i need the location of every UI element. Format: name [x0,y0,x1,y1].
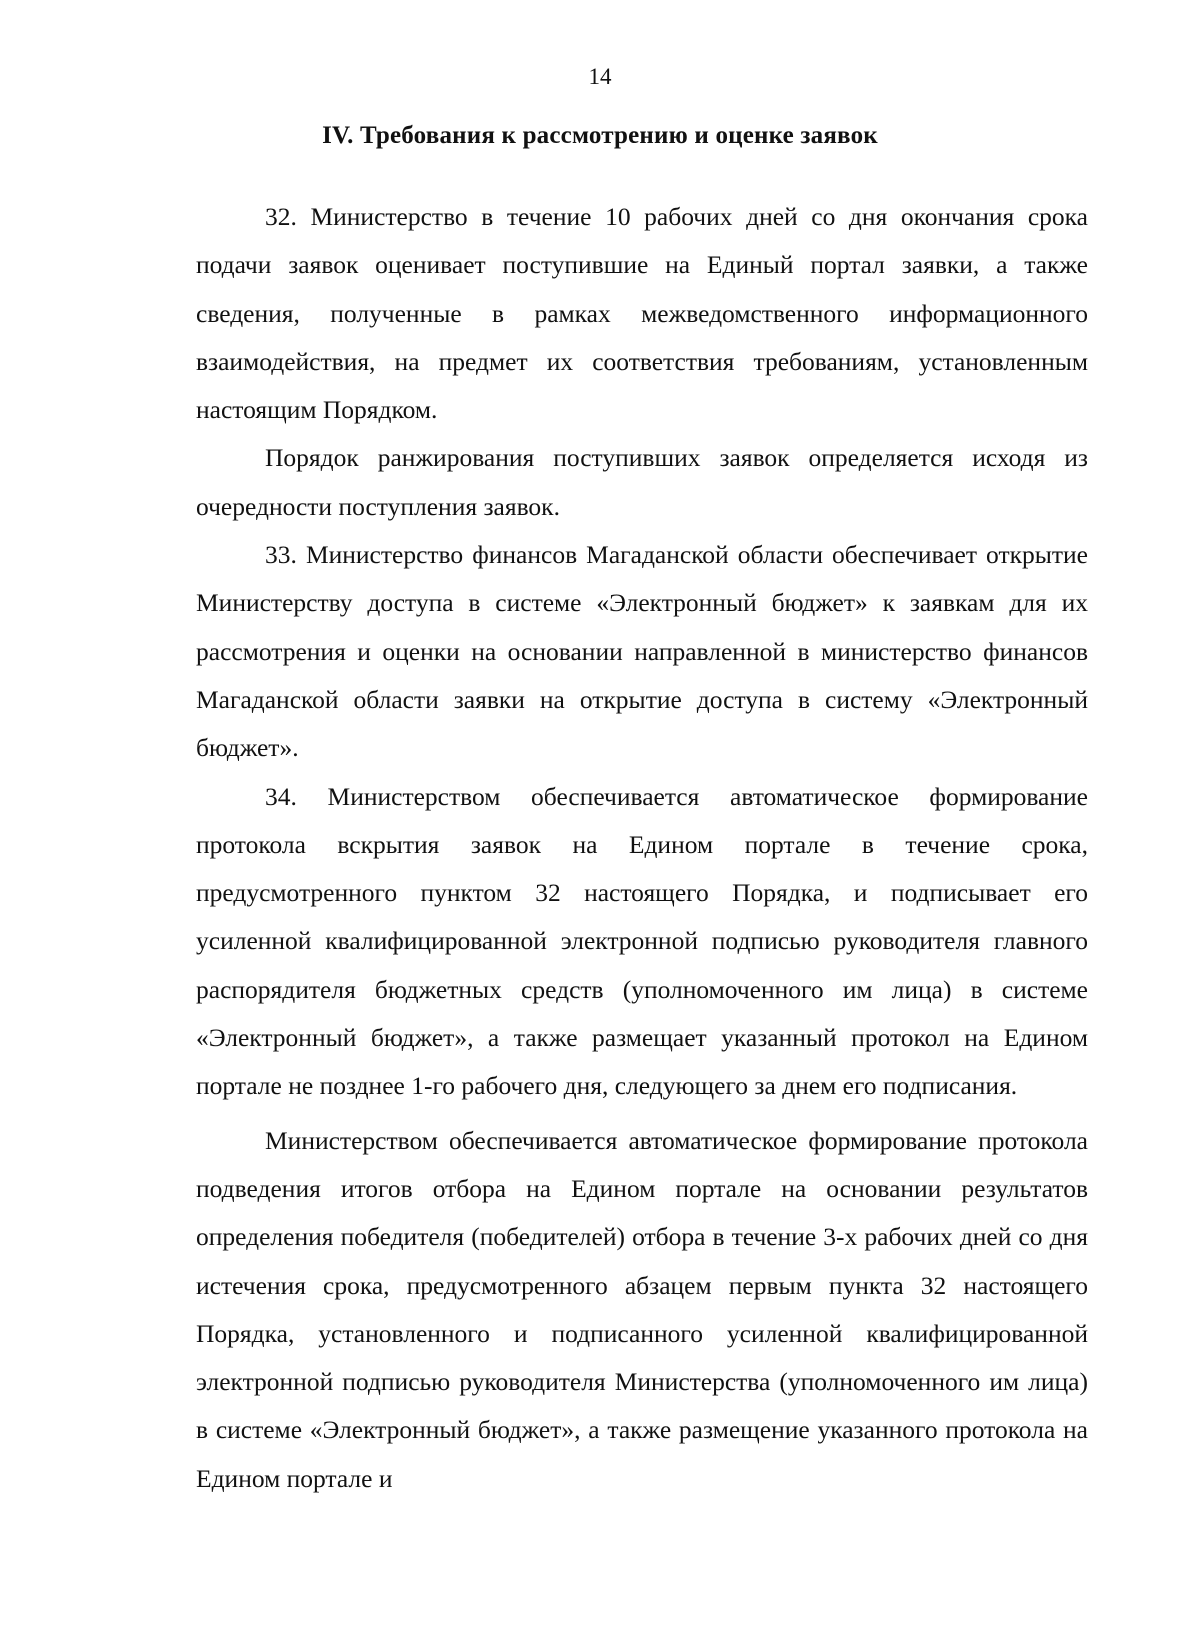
paragraph-results-protocol: Министерством обеспечивается автоматическое формирование протокола подведения итогов отбора на Едином портале на основании результатов определения победителя (победителей) отбора в течение 3-х рабочих дней со дня истечения срока, предусмотренного абзацем первым пункта 32 настоящего Порядка, установленного и подписанного усиленной квалифицированной электронной подписью руководителя Министерства (уполномоченного им лица) в системе «Электронный бюджет», а также размещение указанного протокола на Едином портале и [196,1125,1088,1493]
paragraph-ranking: Порядок ранжирования поступивших заявок определяется исходя из очередности поступления заявок. [196,443,1088,521]
paragraph-33: 33. Министерство финансов Магаданской области обеспечивает открытие Министерству доступа в системе «Электронный бюджет» к заявкам для их рассмотрения и оценки на основании направленной в министерство финансов Магаданской области заявки на открытие доступа в систему «Электронный бюджет». [196,540,1088,763]
document-body [196,193,1088,1503]
section-title: IV. Требования к рассмотрению и оценке заявок [322,122,878,149]
paragraph-32: 32. Министерство в течение 10 рабочих дней со дня окончания срока подачи заявок оценивает поступившие на Единый портал заявки, а также сведения, полученные в рамках межведомственного информационного взаимодействия, на предмет их соответствия требованиям, установленным настоящим Порядком. [196,202,1088,425]
paragraph-34: 34. Министерством обеспечивается автоматическое формирование протокола вскрытия заявок на Едином портале в течение срока, предусмотренного пунктом 32 настоящего Порядка, и подписывает его усиленной квалифицированной электронной подписью руководителя главного распорядителя бюджетных средств (уполномоченного им лица) в системе «Электронный бюджет», а также размещает указанный протокол на Едином портале не позднее 1-го рабочего дня, следующего за днем его подписания. [196,781,1088,1101]
page-number: 14 [588,64,612,89]
